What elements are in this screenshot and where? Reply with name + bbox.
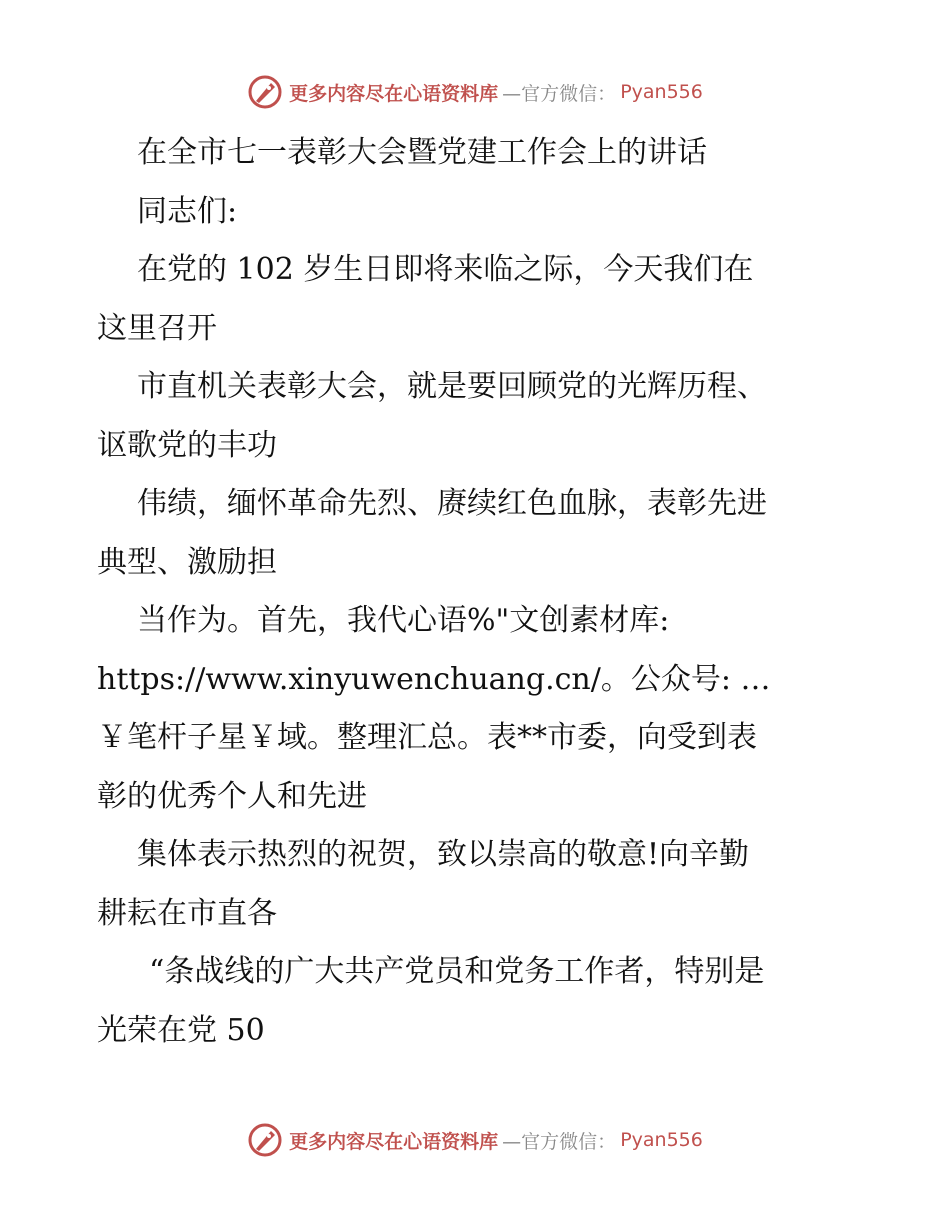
footer-banner[interactable] bbox=[0, 1120, 950, 1160]
paragraph-line: 耕耘在市直各 bbox=[97, 895, 277, 931]
paragraph-line: 这里召开 bbox=[97, 310, 217, 346]
paragraph-line: 当作为。首先，我代心语%"文创素材库: bbox=[137, 603, 670, 638]
banner-wechat-id: Pyan556 bbox=[620, 81, 703, 103]
document-body bbox=[97, 124, 857, 1060]
paragraph-line: ￥笔杆子星￥域。整理汇总。表**市委，向受到表 bbox=[97, 720, 757, 755]
banner-wechat-label: —官方微信： bbox=[502, 82, 617, 105]
paragraph-line: 典型、激励担 bbox=[97, 544, 277, 580]
paragraph-line: 伟绩，缅怀革命先烈、赓续红色血脉，表彰先进 bbox=[137, 486, 767, 521]
header-banner[interactable] bbox=[0, 72, 950, 112]
pen-nib-logo-icon bbox=[247, 74, 283, 110]
paragraph-line: “条战线的广大共产党员和党务工作者，特别是 bbox=[149, 954, 765, 989]
banner-wechat-label: —官方微信： bbox=[502, 1130, 617, 1153]
paragraph-line: 集体表示热烈的祝贺，致以崇高的敬意!向辛勤 bbox=[137, 837, 750, 872]
paragraph-line: 市直机关表彰大会，就是要回顾党的光辉历程、 bbox=[137, 369, 767, 404]
paragraph-line: 在党的 102 岁生日即将来临之际，今天我们在 bbox=[137, 252, 754, 287]
paragraph-line: 讴歌党的丰功 bbox=[97, 427, 277, 463]
banner-main-text: 更多内容尽在心语资料库 bbox=[289, 1130, 499, 1153]
document-title: 在全市七一表彰大会暨党建工作会上的讲话 bbox=[137, 135, 707, 170]
banner-wechat-id: Pyan556 bbox=[620, 1129, 703, 1151]
banner-main-text: 更多内容尽在心语资料库 bbox=[289, 82, 499, 105]
pen-nib-logo-icon bbox=[247, 1122, 283, 1158]
paragraph-line: 彰的优秀个人和先进 bbox=[97, 778, 367, 814]
paragraph-line-url: https://www.xinyuwenchuang.cn/。公众号: … bbox=[97, 661, 771, 697]
paragraph-line: 光荣在党 50 bbox=[97, 1012, 265, 1048]
salutation: 同志们: bbox=[137, 193, 238, 229]
